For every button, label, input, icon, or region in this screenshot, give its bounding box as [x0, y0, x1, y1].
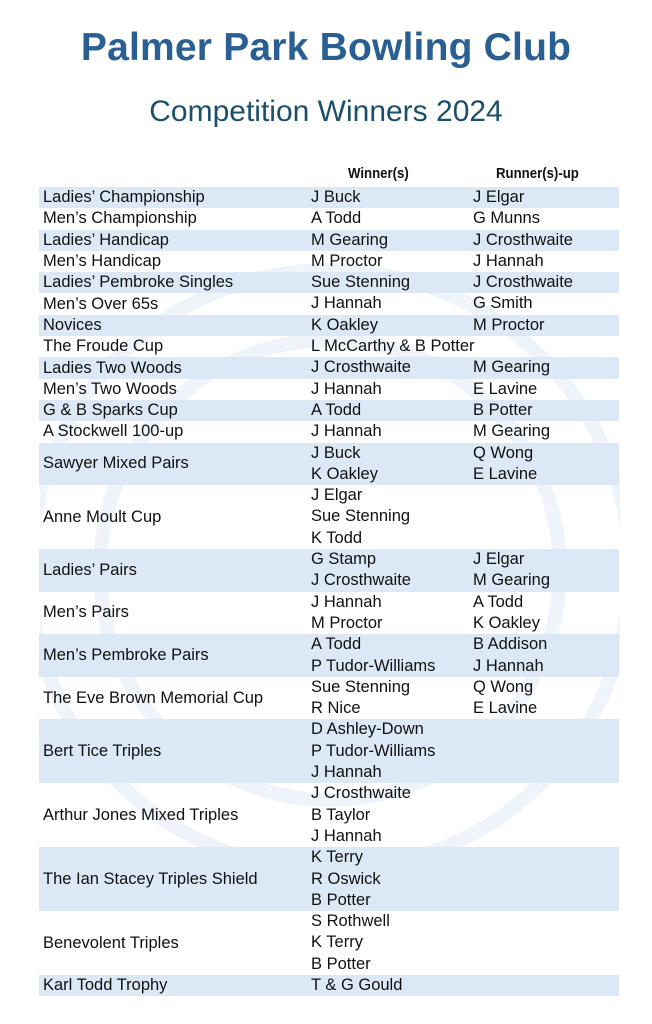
winners-column-header: Winner(s) [348, 165, 409, 182]
runners-up-cell [469, 251, 619, 272]
winner-name: Sue Stenning [311, 507, 411, 526]
runner-up-name: J Elgar [473, 188, 525, 206]
winners-cell [307, 443, 469, 486]
runners-up-cell [469, 187, 619, 208]
table-row [39, 677, 619, 720]
table-row [39, 187, 619, 208]
winner-name: K Oakley [311, 464, 378, 483]
competition-name: The Ian Stacey Triples Shield [43, 869, 258, 888]
winners-cell [307, 592, 469, 635]
runners-up-cell [469, 336, 619, 357]
runners-up-cell [469, 400, 619, 421]
runner-up-name: J Hannah [473, 251, 544, 270]
winner-name: M Gearing [311, 230, 389, 249]
runners-up-cell [469, 421, 619, 442]
winners-cell [307, 272, 469, 293]
competition-name: Ladies’ Handicap [43, 230, 169, 249]
runner-up-name: Q Wong [473, 677, 534, 696]
competition-name: Arthur Jones Mixed Triples [43, 805, 239, 824]
table-row [39, 549, 619, 592]
winner-name: K Oakley [311, 315, 378, 334]
runners-up-cell [469, 379, 619, 400]
table-row [39, 421, 619, 442]
runners-up-cell [469, 549, 619, 592]
winners-cell [307, 336, 475, 357]
runner-up-name: B Potter [473, 400, 533, 419]
winner-name: J Buck [311, 188, 361, 206]
winners-cell [307, 293, 469, 314]
competition-name: Ladies’ Pembroke Singles [43, 273, 234, 292]
table-row [39, 336, 619, 357]
winners-cell [307, 421, 469, 442]
winner-name: J Elgar [311, 486, 363, 505]
table-row [39, 443, 619, 486]
winner-name: A Todd [311, 635, 362, 654]
runner-up-name: A Todd [473, 592, 524, 611]
runner-up-name: G Smith [473, 294, 533, 313]
winner-name: B Taylor [311, 805, 371, 824]
runners-up-cell [469, 485, 619, 549]
table-row [39, 911, 619, 975]
winner-name: J Hannah [311, 763, 382, 782]
competition-name: Ladies’ Pairs [43, 560, 137, 579]
winner-name: R Oswick [311, 869, 381, 888]
competition-name: Ladies Two Woods [43, 358, 182, 377]
runners-up-cell [469, 293, 619, 314]
winner-name: B Potter [311, 890, 371, 909]
competition-name: Men’s Pairs [43, 603, 129, 622]
winner-name: J Hannah [311, 379, 382, 398]
table-row [39, 272, 619, 293]
competition-name: The Froude Cup [43, 337, 164, 356]
competition-name: Bert Tice Triples [43, 741, 162, 760]
winner-name: J Crosthwaite [311, 358, 411, 377]
runner-up-name: M Gearing [473, 358, 551, 377]
runner-up-name: J Elgar [473, 550, 525, 569]
winner-name: P Tudor-Williams [311, 656, 436, 675]
page-subtitle: Competition Winners 2024 [149, 95, 503, 128]
competition-name: The Eve Brown Memorial Cup [43, 688, 264, 707]
winners-cell [307, 485, 469, 549]
runners-up-cell [469, 357, 619, 378]
winners-cell [307, 357, 469, 378]
winner-name: R Nice [311, 699, 361, 718]
winners-cell [307, 230, 469, 251]
runner-up-name: Q Wong [473, 443, 534, 462]
winners-cell [307, 783, 469, 847]
table-row [39, 634, 619, 677]
table-row [39, 783, 619, 847]
runner-up-name: E Lavine [473, 379, 538, 398]
table-row [39, 847, 619, 911]
competition-name: Anne Moult Cup [43, 507, 162, 526]
runner-up-name: J Crosthwaite [473, 273, 573, 292]
winner-name: M Proctor [311, 251, 383, 270]
competition-name: Sawyer Mixed Pairs [43, 454, 189, 473]
runners-up-cell [469, 315, 619, 336]
table-row [39, 400, 619, 421]
runners-up-cell [469, 208, 619, 229]
table-row [39, 357, 619, 378]
winner-name: K Terry [311, 848, 363, 867]
winner-name: J Hannah [311, 422, 382, 441]
runner-up-name: E Lavine [473, 699, 538, 718]
runner-up-name: M Gearing [473, 422, 551, 441]
runner-up-name: M Proctor [473, 315, 545, 334]
competition-name: Men’s Championship [43, 209, 197, 228]
table-row [39, 485, 619, 549]
table-row [39, 379, 619, 400]
competition-name: G & B Sparks Cup [43, 401, 178, 420]
runners-up-cell [469, 719, 619, 783]
winner-name: Sue Stenning [311, 677, 411, 696]
runner-up-name: J Hannah [473, 656, 544, 675]
runners-up-cell [469, 677, 619, 720]
winners-cell [307, 251, 469, 272]
table-row [39, 592, 619, 635]
winner-name: T & G Gould [311, 975, 403, 994]
runners-up-cell [469, 911, 619, 975]
competition-name: A Stockwell 100-up [43, 422, 184, 441]
table-row [39, 230, 619, 251]
table-row [39, 208, 619, 229]
runner-up-name: K Oakley [473, 613, 540, 632]
runners-up-cell [469, 975, 619, 996]
runners-up-cell [469, 443, 619, 486]
runners-up-cell [469, 634, 619, 677]
winner-name: P Tudor-Williams [311, 741, 436, 760]
runners-up-cell [469, 230, 619, 251]
runners-up-cell [469, 783, 619, 847]
winner-name: J Hannah [311, 826, 382, 845]
table-row [39, 251, 619, 272]
runner-up-name: M Gearing [473, 571, 551, 590]
competition-name: Men’s Over 65s [43, 294, 159, 313]
runners-up-cell [469, 847, 619, 911]
winners-cell [307, 677, 469, 720]
table-row [39, 975, 619, 996]
competition-name: Ladies’ Championship [43, 188, 205, 207]
winner-name: A Todd [311, 209, 362, 228]
table-row [39, 293, 619, 314]
competition-name: Benevolent Triples [43, 933, 179, 952]
winner-name: J Crosthwaite [311, 571, 411, 590]
page-title: Palmer Park Bowling Club [80, 26, 572, 69]
runners-up-cell [469, 592, 619, 635]
competition-name: Novices [43, 315, 102, 334]
winners-cell [307, 975, 469, 996]
winner-name: K Terry [311, 933, 363, 952]
competition-name: Men’s Pembroke Pairs [43, 646, 209, 665]
runners-up-column-header: Runner(s)-up [496, 165, 579, 182]
winners-cell [307, 847, 469, 911]
winner-name: L McCarthy & B Potter [311, 337, 475, 356]
winners-cell [307, 549, 469, 592]
winner-name: Sue Stenning [311, 273, 411, 292]
winners-cell [307, 400, 469, 421]
winner-name: J Buck [311, 443, 361, 462]
winners-cell [307, 379, 469, 400]
winners-cell [307, 911, 469, 975]
table-row [39, 315, 619, 336]
competition-name: Men’s Handicap [43, 252, 162, 271]
competition-name: Karl Todd Trophy [43, 976, 168, 995]
winner-name: B Potter [311, 954, 371, 973]
competition-name: Men’s Two Woods [43, 379, 177, 398]
winners-cell [307, 187, 469, 208]
winner-name: A Todd [311, 400, 362, 419]
winner-name: J Hannah [311, 294, 382, 313]
runner-up-name: J Crosthwaite [473, 230, 573, 249]
runner-up-name: E Lavine [473, 464, 538, 483]
winner-name: D Ashley-Down [311, 720, 424, 739]
winner-name: G Stamp [311, 550, 377, 569]
winners-cell [307, 634, 469, 677]
runners-up-cell [469, 272, 619, 293]
winners-cell [307, 208, 469, 229]
runner-up-name: B Addison [473, 635, 548, 654]
winner-name: S Rothwell [311, 912, 390, 931]
winners-cell [307, 719, 469, 783]
winner-name: J Crosthwaite [311, 784, 411, 803]
runner-up-name: G Munns [473, 209, 540, 228]
winner-name: M Proctor [311, 613, 383, 632]
winners-cell [307, 315, 469, 336]
table-row [39, 719, 619, 783]
winner-name: J Hannah [311, 592, 382, 611]
winner-name: K Todd [311, 528, 363, 547]
results-table [39, 187, 619, 996]
